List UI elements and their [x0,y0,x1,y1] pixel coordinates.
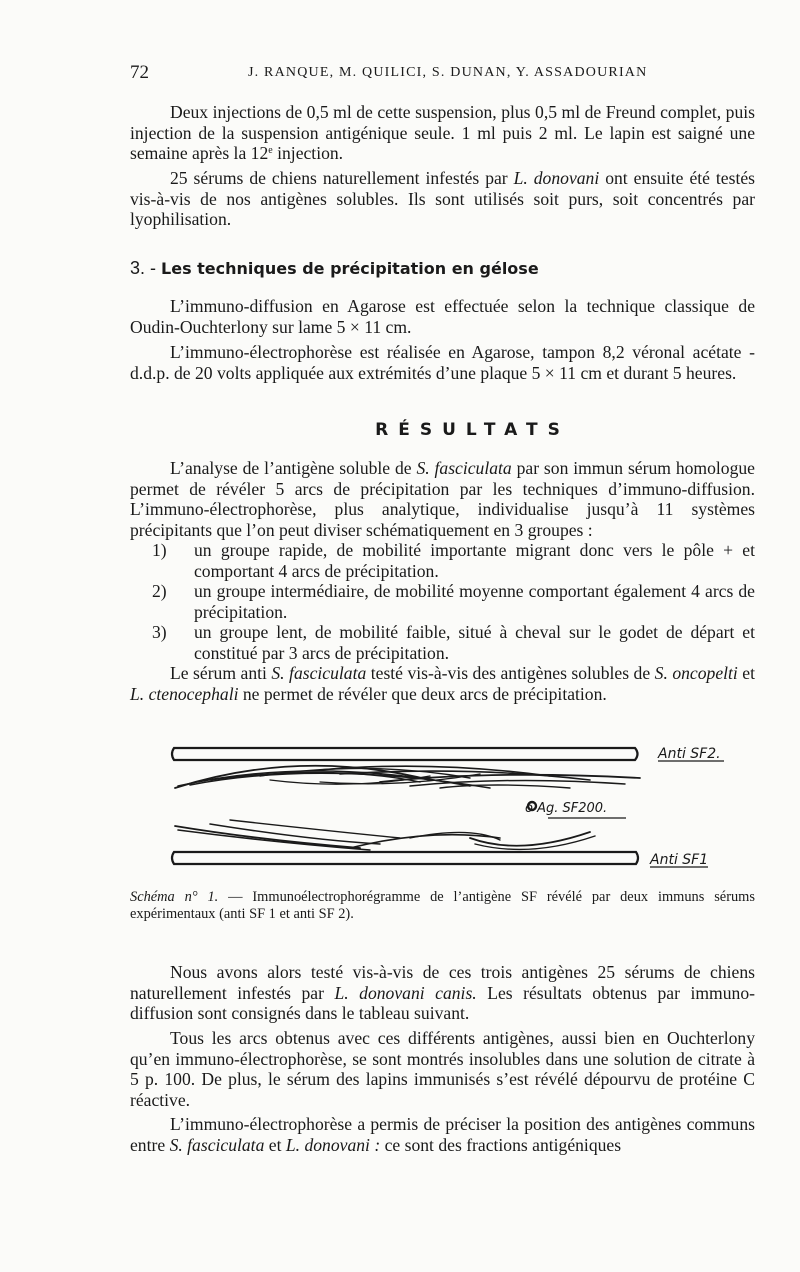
list-number: 1) [152,540,167,560]
species-name: L. donovani : [285,1134,381,1155]
arc [475,836,595,849]
text: Nous avons alors testé vis-à-vis de ces trois antigènes 25 sérums de chiens naturellement infestés par [130,962,755,1003]
label-anti-sf2: Anti SF2. [658,746,721,762]
figure-caption [130,889,755,923]
paragraph-dog-serums [130,962,755,1024]
text: ne permet de révéler que deux arcs de précipitation. [238,683,607,704]
paragraph-common-antigens [130,1114,755,1155]
page-header [130,62,755,88]
caption-label: Schéma n° 1. [130,889,219,905]
list-item [130,581,755,622]
species-name: L. donovani [513,168,600,188]
paragraph-immunodiffusion [130,296,755,337]
paragraph-analysis [130,458,755,704]
label-antigen: o Ag. SF200. [525,801,608,816]
arc [175,826,360,848]
species-name: L. donovani canis. [334,982,477,1003]
text: Les résultats obtenus par immuno-diffusion sont consignés dans le tableau suivant. [130,982,755,1023]
paragraph-immunoelectrophorese [130,342,755,383]
section-title: Les techniques de précipitation en gélose [161,259,539,278]
list-number: 3) [152,622,167,642]
bottom-trough [172,852,638,864]
arc [470,832,590,846]
paragraph-injections [130,102,755,164]
species-name: S. fasciculata [416,458,512,478]
list-text: un groupe intermédiaire, de mobilité moyenne comportant également 4 arcs de précipitation. [194,581,755,622]
text: ont ensuite été testés vis-à-vis de nos antigènes solubles. Ils sont utilisés soit purs, soit concentrés par lyophilisation. [130,168,755,229]
species-name: L. ctenocephali [130,683,239,704]
list-text: un groupe rapide, de mobilité importante migrant donc vers le pôle + et comportant 4 arcs de précipitation. [194,540,755,581]
arc [440,785,570,788]
text: L’immuno-électrophorèse est réalisée en Agarose, tampon 8,2 véronal acétate - d.d.p. de 20 volts appliquée aux extrémités d’une plaque 5 × 11 cm et durant 5 heures. [130,342,755,383]
section-heading [130,258,539,279]
top-trough [172,748,638,760]
text: ce sont des fractions antigéniques [380,1134,622,1155]
text: testé vis-à-vis des antigènes solubles de [366,663,655,683]
results-heading: RÉSULTATS [375,420,570,440]
superscript: e [268,145,273,156]
text: 25 sérums de chiens naturellement infestés par [170,168,514,188]
running-head: J. RANQUE, M. QUILICI, S. DUNAN, Y. ASSADOURIAN [248,65,648,80]
species-name: S. oncopelti [654,663,738,683]
label-anti-sf1: Anti SF1 [650,852,709,868]
text: Deux injections de 0,5 ml de cette suspension, plus 0,5 ml de Freund complet, puis injection de la suspension antigénique seule. 1 ml puis 2 ml. Le lapin est saigné une semaine après la 12 [130,102,755,163]
arc [230,820,400,838]
text: L’immuno-diffusion en Agarose est effectuée selon la technique classique de Oudin-Ouchterlony sur lame 5 × 11 cm. [130,296,755,337]
text: L’immuno-électrophorèse a permis de préciser la position des antigènes communs entre [130,1114,755,1155]
text: et [737,663,755,683]
text: par son immun sérum homologue permet de révéler 5 arcs de précipitation par les techniques d’immuno-diffusion. L’immuno-électrophorèse, plus analytique, individualise jusqu’à 11 systèmes précipitants que l’on peut diviser schématiquement en 3 groupes : [130,458,755,540]
paragraph-arcs [130,1028,755,1110]
species-name: S. fasciculata [271,663,367,683]
list-item [130,622,755,663]
list-number: 2) [152,581,167,601]
caption-text: — Immunoélectrophorégramme de l’antigène SF révélé par deux immuns sérums expérimentaux (anti SF 1 et anti SF 2). [130,889,755,922]
text: et [264,1134,286,1155]
text: Le sérum anti [170,663,272,683]
list-text: un groupe lent, de mobilité faible, situé à cheval sur le godet de départ et constitué par 3 arcs de précipitation. [194,622,755,663]
paragraph-serums [130,168,755,230]
page-number: 72 [130,62,149,83]
immunoelectrophoregram-figure [170,730,770,878]
list-item [130,540,755,581]
section-number: 3. - [130,258,162,278]
text: injection. [272,143,344,163]
species-name: S. fasciculata [169,1134,265,1155]
text: Tous les arcs obtenus avec ces différents antigènes, aussi bien en Ouchterlony qu’en immuno-électrophorèse, se sont montrés insolubles dans une solution de citrate à 5 p. 100. De plus, le sérum des lapins immunisés s’est révélé dépourvu de protéine C réactive. [130,1028,755,1110]
text: L’analyse de l’antigène soluble de [170,458,417,478]
